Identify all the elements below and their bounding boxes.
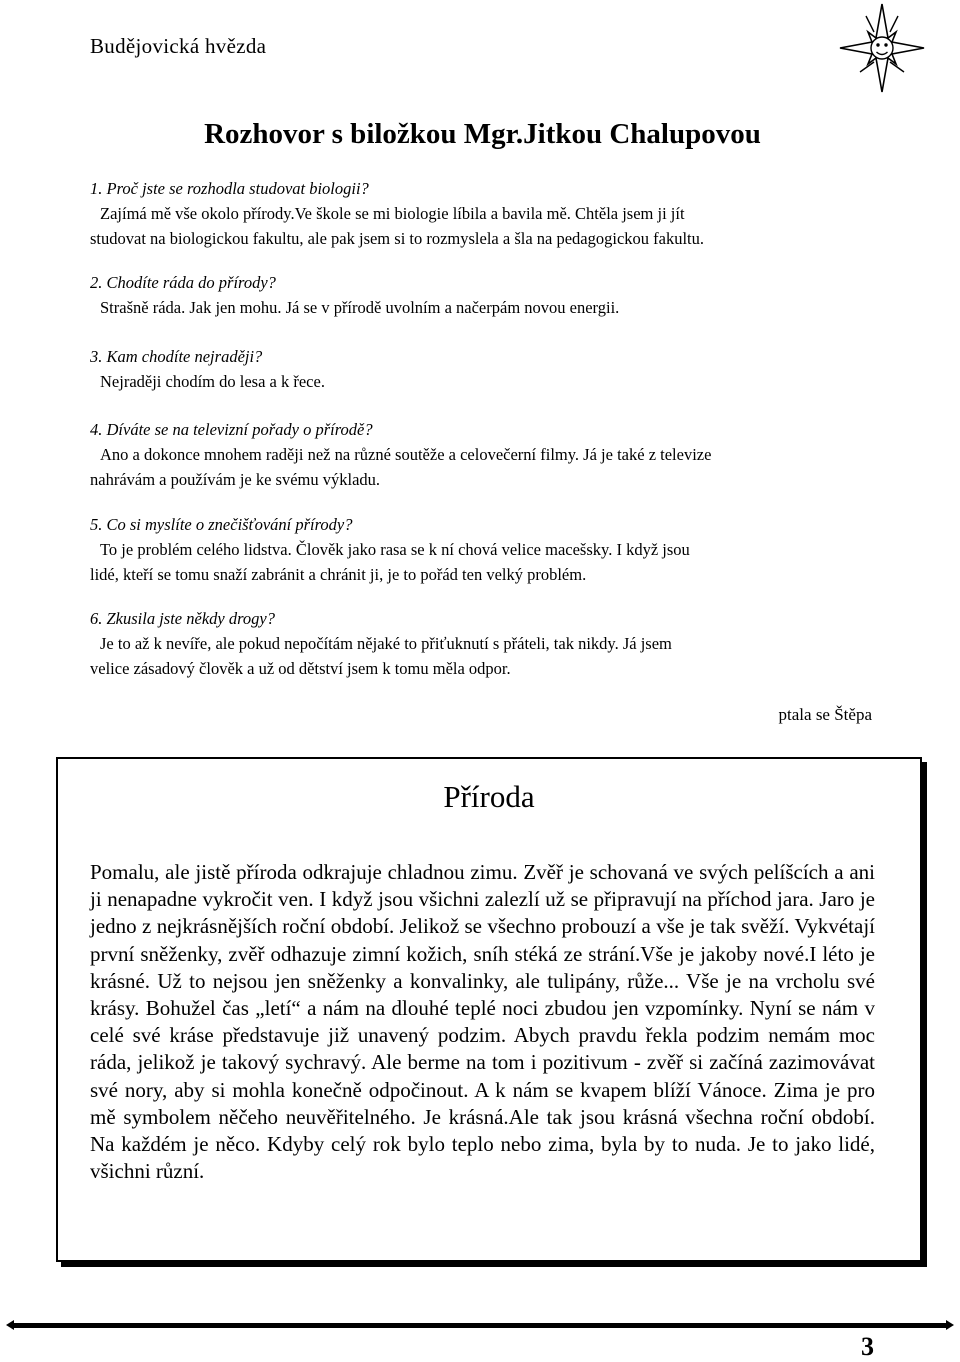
answer-line: Ano a dokonce mnohem raději než na různé soutěže a celovečerní filmy. Já je také z televize bbox=[100, 445, 712, 464]
article-title: Rozhovor s biložkou Mgr.Jitkou Chalupovou bbox=[204, 118, 761, 150]
answer-line: Zajímá mě vše okolo přírody.Ve škole se mi biologie líbila a bavila mě. Chtěla jsem ji jít bbox=[100, 204, 685, 223]
answer-line: To je problém celého lidstva. Člověk jako rasa se k ní chová velice macešsky. I když jsou bbox=[100, 540, 690, 559]
question: 1. Proč jste se rozhodla studovat biologii? bbox=[90, 179, 369, 198]
qa-item-4 bbox=[90, 417, 880, 492]
question: 4. Díváte se na televizní pořady o přírodě? bbox=[90, 420, 373, 439]
newspaper-title: Budějovická hvězda bbox=[90, 34, 267, 58]
poem-title: Příroda bbox=[443, 779, 535, 814]
question: 3. Kam chodíte nejraději? bbox=[90, 347, 263, 366]
answer-line: Strašně ráda. Jak jen mohu. Já se v přírodě uvolním a načerpám novou energii. bbox=[100, 298, 620, 317]
answer-line: lidé, kteří se tomu snaží zabránit a chránit ji, je to pořád ten velký problém. bbox=[90, 565, 587, 584]
answer-line: studovat na biologickou fakultu, ale pak jsem si to rozmyslela a šla na pedagogickou fakultu. bbox=[90, 229, 705, 248]
poem-body: Pomalu, ale jistě příroda odkrajuje chladnou zimu. Zvěř je schovaná ve svých pelíšcích a ani ji nenapadne vykročit ven. I když jsou všichni zalezlí už se připravují na příchod jara. Jaro je jedno z nejkrásnějších roční období. Jelikož se všechno probouzí a vše je tak svěží. Vykvétají první sněženky, zvěř odhazuje zimní kožich, sníh stéká ze strání.Vše je jakoby nové.I léto je krásné. Už to nejsou jen sněženky a konvalinky, ale tulipány, růže... Vše je na vrcholu své krásy. Bohužel čas „letí“ a nám na dlouhé teplé noci zbudou jen vzpomínky. Nyní se nám v celé své kráse představuje již unavený podzim. Abych pravdu řekla podzim nemám moc ráda, jelikož je takový sychravý. Ale berme na tom i pozitivum - zvěř si začíná zazimovávat své nory, aby si mohla konečně odpočinout. A k nám se kvapem blíží Vánoce. Zima je pro mě symbolem něčeho neuvěřitelného. Je krásná.Ale tak jsou krásná všechna roční období. Na každém je něco. Kdyby celý rok bylo teplo nebo zima, byla by to nuda. Je to jako lidé, všichni různí. bbox=[90, 860, 875, 1184]
answer-line: Je to až k nevíře, ale pokud nepočítám nějaké to přiťuknutí s přáteli, tak nikdy. Já jsem bbox=[100, 634, 672, 653]
question: 5. Co si myslíte o znečišťování přírody? bbox=[90, 515, 353, 534]
qa-item-3 bbox=[90, 344, 880, 394]
footer-rule bbox=[12, 1323, 948, 1328]
page-number: 3 bbox=[861, 1332, 874, 1361]
question: 6. Zkusila jste někdy drogy? bbox=[90, 609, 275, 628]
answer-line: velice zásadový člověk a už od dětství jsem k tomu měla odpor. bbox=[90, 659, 511, 678]
article-signature: ptala se Štěpa bbox=[778, 705, 872, 724]
answer-line: Nejraději chodím do lesa a k řece. bbox=[100, 372, 325, 391]
answer-line: nahrávám a používám je ke svému výkladu. bbox=[90, 470, 381, 489]
question: 2. Chodíte ráda do přírody? bbox=[90, 273, 276, 292]
qa-item-1 bbox=[90, 176, 880, 251]
star-face-logo-icon bbox=[836, 2, 928, 94]
qa-item-6 bbox=[90, 606, 880, 681]
qa-item-2 bbox=[90, 270, 880, 320]
qa-item-5 bbox=[90, 512, 880, 587]
poem-box bbox=[56, 757, 922, 1262]
